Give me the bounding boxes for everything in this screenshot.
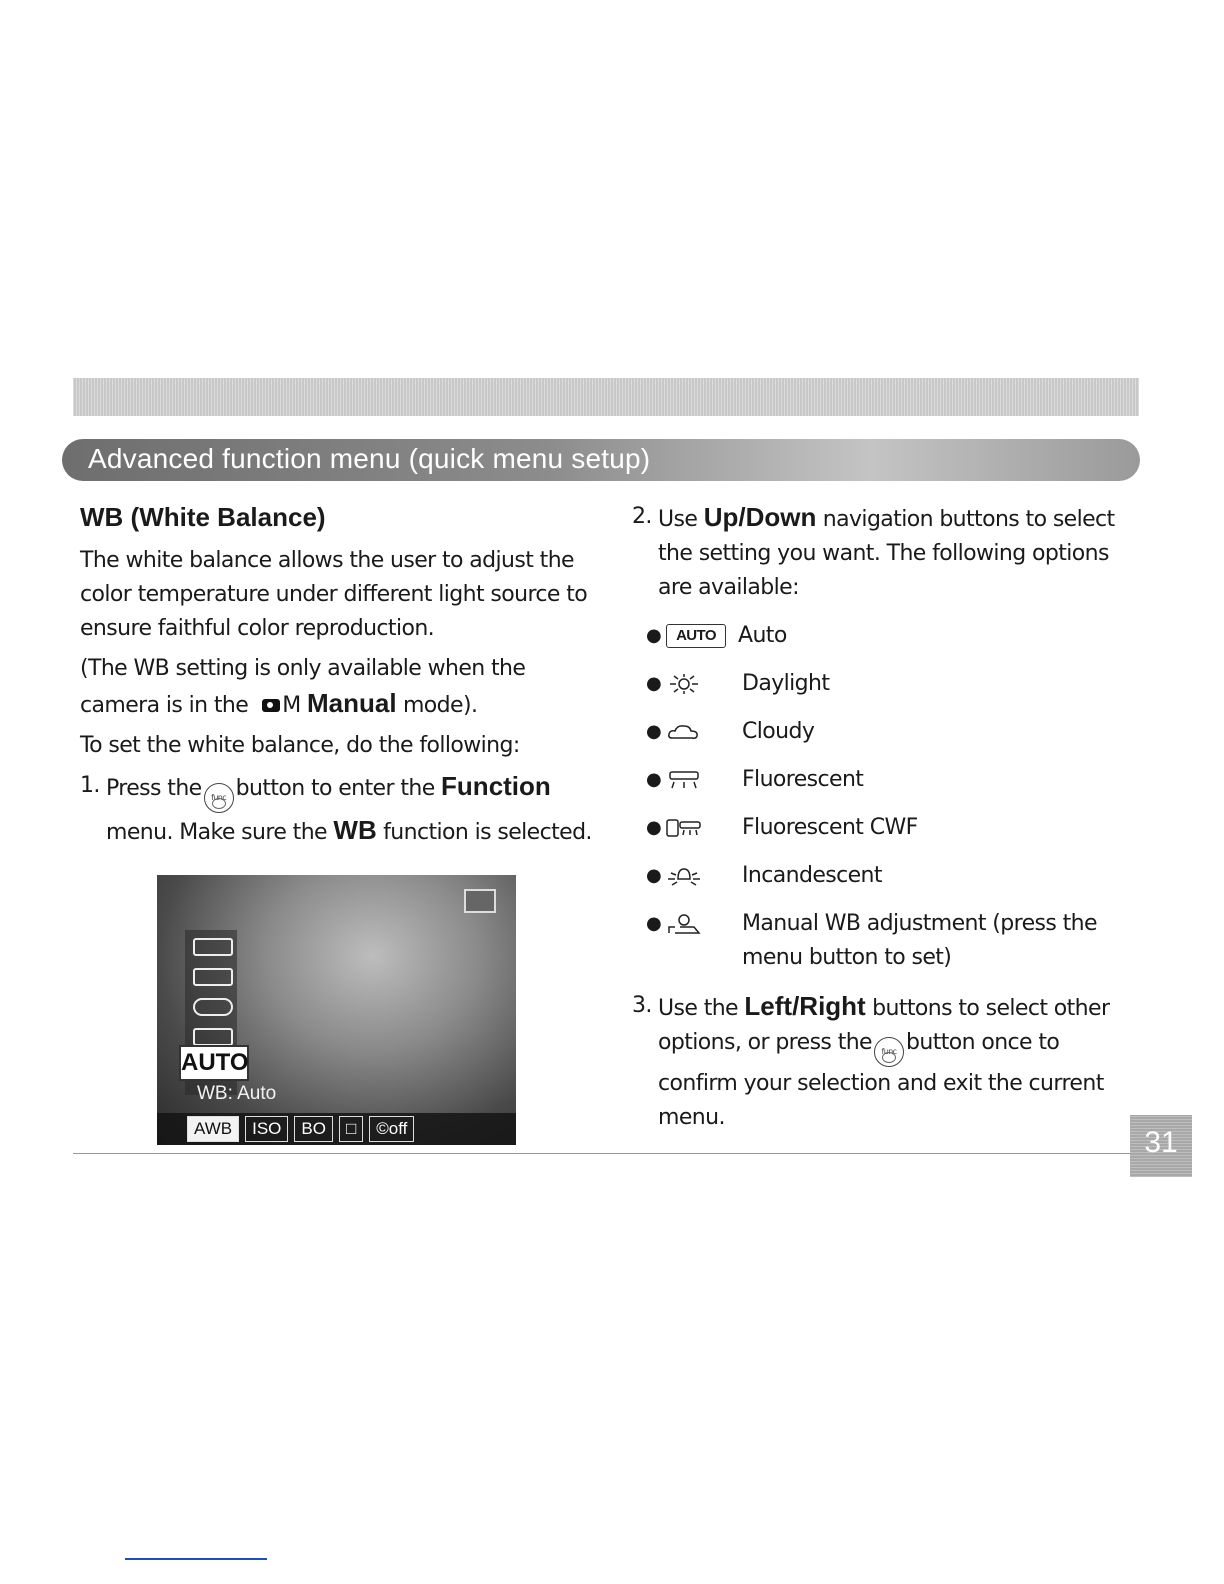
func-ok-button-icon: func — [874, 1037, 904, 1067]
option-daylight — [646, 667, 1132, 701]
note-suffix: mode). — [402, 693, 478, 718]
cloudy-icon — [193, 998, 233, 1016]
step-2 — [632, 500, 1132, 605]
step-1-number: 1. — [80, 773, 100, 798]
section-title: Advanced function menu (quick menu setup) — [88, 443, 651, 474]
how-to-text: To set the white balance, do the following: — [80, 733, 520, 758]
bar-item-metering: BO — [294, 1116, 333, 1142]
step-1-mid: button to enter the — [235, 776, 435, 801]
fluorescent-icon — [666, 769, 702, 791]
bullet: ● — [646, 673, 662, 694]
option-label: Incandescent — [742, 863, 882, 888]
wb-heading: WB (White Balance) — [80, 502, 326, 532]
option-incandescent — [646, 859, 1132, 893]
daylight-icon — [193, 1028, 233, 1046]
note-prefix: (The WB setting is only available when the camera is in the — [80, 656, 526, 718]
selected-auto-option: AUTO — [179, 1045, 249, 1081]
wb-options-list — [646, 619, 1132, 975]
top-decorative-band — [73, 378, 1139, 416]
bullet: ● — [646, 865, 662, 886]
option-label: Manual WB adjustment (press the menu button to set) — [742, 911, 1097, 970]
option-label: Auto — [738, 623, 787, 648]
footer-divider — [73, 1153, 1133, 1154]
page-number: 31 — [1130, 1115, 1192, 1177]
bar-item-iso: ISO — [245, 1116, 288, 1142]
wb-current-label: WB: Auto — [197, 1083, 277, 1104]
step-2-pre: Use — [658, 507, 698, 532]
fluorescent-icon — [193, 968, 233, 986]
bullet: ● — [646, 769, 662, 790]
camera-screen-image — [157, 875, 516, 1145]
step-3-bold: Left/Right — [744, 991, 866, 1021]
cloudy-icon — [666, 721, 702, 743]
step-1-function: Function — [441, 771, 551, 801]
bar-item-size: □ — [339, 1116, 363, 1142]
step-3-number: 3. — [632, 993, 652, 1018]
option-cloudy — [646, 715, 1132, 749]
step-1-menu: menu. Make sure the — [106, 820, 327, 845]
option-label: Cloudy — [742, 719, 815, 744]
bullet: ● — [646, 625, 662, 646]
bullet: ● — [646, 817, 662, 838]
note-mode-letter: M — [282, 693, 301, 718]
function-bar — [157, 1113, 516, 1145]
step-1-wb: WB — [333, 815, 377, 845]
option-label: Daylight — [742, 671, 830, 696]
option-fluorescent-cwf — [646, 811, 1132, 845]
option-manual-wb — [646, 907, 1132, 975]
bar-item-awb: AWB — [187, 1116, 239, 1142]
wb-intro: The white balance allows the user to adjust the color temperature under different light source to ensure faithful color reproduction. — [80, 548, 588, 641]
note-mode: Manual — [306, 688, 397, 718]
wb-note — [80, 652, 600, 723]
step-3-post: button once to confirm your selection and exit the current menu. — [658, 1030, 1104, 1130]
step-1 — [80, 769, 600, 850]
fluorescent-cwf-icon — [666, 817, 702, 839]
option-label: Fluorescent CWF — [742, 815, 918, 840]
option-auto — [646, 619, 1132, 653]
section-title-bar — [62, 439, 1140, 481]
step-1-pre: Press the — [106, 776, 202, 801]
step-2-post: navigation buttons to select the setting you want. The following options are available: — [658, 507, 1115, 600]
step-2-bold: Up/Down — [703, 502, 817, 532]
step-3 — [632, 989, 1132, 1135]
bottom-link-underline — [125, 1558, 267, 1560]
step-2-number: 2. — [632, 504, 652, 529]
left-column — [80, 500, 600, 856]
daylight-icon — [666, 673, 702, 695]
option-fluorescent — [646, 763, 1132, 797]
right-column — [632, 500, 1132, 1141]
manual-wb-icon — [666, 913, 702, 935]
func-ok-button-icon: func — [204, 783, 234, 813]
battery-icon — [464, 889, 496, 913]
option-label: Fluorescent — [742, 767, 864, 792]
fluorescent-cwf-icon — [193, 938, 233, 956]
step-3-pre: Use the — [658, 996, 738, 1021]
auto-wb-icon: AUTO — [666, 624, 726, 648]
step-1-post: function is selected. — [383, 820, 592, 845]
bullet: ● — [646, 913, 662, 934]
bullet: ● — [646, 721, 662, 742]
step-3-mid: buttons to select other options, or press the — [658, 996, 1110, 1055]
bar-item-color: ©off — [369, 1116, 414, 1142]
camera-icon — [262, 699, 280, 712]
incandescent-icon — [666, 865, 702, 887]
